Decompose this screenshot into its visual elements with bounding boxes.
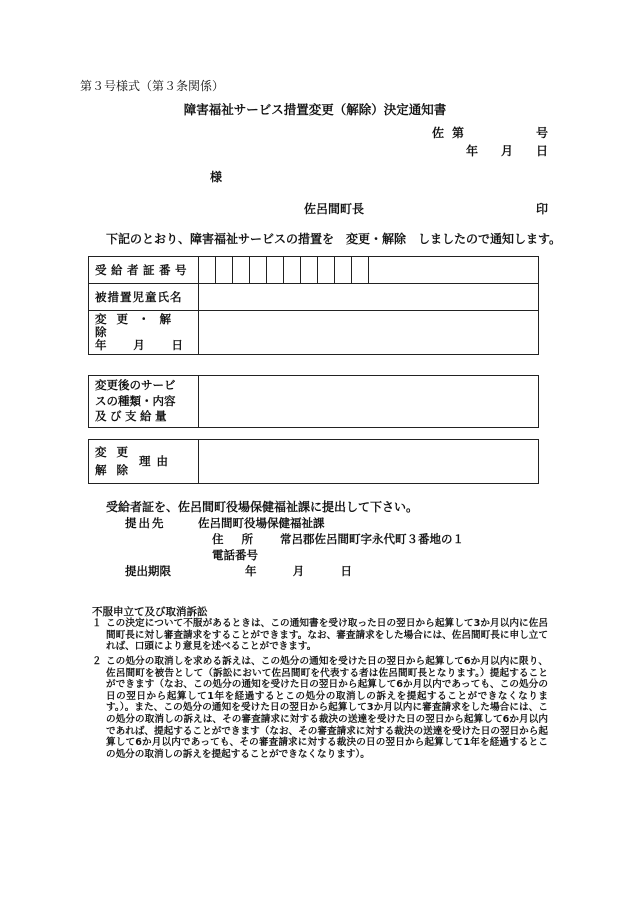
cert-digit-cell[interactable] (233, 257, 250, 283)
appeal-note-item (92, 618, 548, 653)
recipient-info-table (88, 256, 539, 355)
note-number: １ (92, 618, 102, 629)
cert-number-cells (199, 257, 539, 284)
cert-digit-cell[interactable] (199, 257, 216, 283)
change-date-label (89, 311, 199, 355)
deadline-day: 日 (340, 564, 352, 578)
deadline-year: 年 (245, 564, 257, 578)
note-number: ２ (92, 656, 102, 667)
cert-digit-cell[interactable] (284, 257, 301, 283)
appeal-notes-heading: 不服申立て及び取消訴訟 (92, 606, 208, 618)
address-value: 常呂郡佐呂間町字永代町３番地の１ (280, 532, 464, 546)
date-year: 年 (466, 144, 479, 158)
issuer-name: 佐呂間町長 (304, 202, 365, 216)
document-title: 障害福祉サービス措置変更（解除）決定通知書 (183, 102, 447, 117)
service-label-line: スの種類・内容 (95, 393, 176, 408)
cert-digit-cell[interactable] (335, 257, 352, 283)
cert-digit-cell[interactable] (318, 257, 335, 283)
change-date-day: 日 (171, 338, 183, 352)
address-label: 住所 (212, 532, 271, 546)
phone-label: 電話番号 (212, 548, 258, 562)
service-change-table (88, 375, 539, 428)
appeal-note-item (92, 656, 548, 760)
destination-label: 提出先 (125, 516, 166, 530)
reason-label-change: 変更 (95, 445, 138, 459)
service-content-field[interactable] (199, 376, 539, 428)
doc-number-go: 号 (535, 126, 548, 140)
change-date-label-line1: 変更・解除 (95, 312, 181, 339)
lead-text: 下記のとおり、障害福祉サービスの措置を 変更・解除 しましたので通知します。 (106, 232, 562, 246)
date-month: 月 (500, 144, 513, 158)
change-date-field[interactable] (199, 311, 539, 355)
cert-digit-cell[interactable] (216, 257, 233, 283)
form-number: 第３号様式（第３条関係） (80, 79, 225, 93)
change-date-month: 月 (133, 338, 145, 352)
note-text: この処分の取消しを求める訴えは、この処分の通知を受けた日の翌日から起算して6か月以内に限り、佐呂間町を被告として（訴訟において佐呂間町を代表する者は佐呂間町長となります。）提起することができます（なお、この処分の通知を受けた日の翌日から起算して6か月以内であっても、この処分の日の翌日から起算して1年を経過するとこの処分の取消しの訴えを提起することができなくなります。）。また、この処分の通知を受けた日の翌日から起算して3か月以内に審査請求をした場合には、この処分の取消しの訴えは、その審査請求に対する裁決の送達を受けた日の翌日から起算して6か月以内であれば、提起することができます（なお、その審査請求に対する裁決の送達を受けた日の翌日から起算して6か月以内であっても、その審査請求に対する裁決の日の翌日から起算して1年を経過するとこの処分の取消しの訴えを提起することができなくなります）。 (106, 656, 548, 760)
reason-label-cancel: 解除 (95, 463, 138, 477)
cert-digit-cell[interactable] (352, 257, 369, 283)
cert-digit-cell[interactable] (250, 257, 267, 283)
deadline-label: 提出期限 (125, 564, 171, 578)
child-name-label: 被措置児童氏名 (89, 284, 199, 311)
submission-instruction: 受給者証を、佐呂間町役場保健福祉課に提出して下さい。 (106, 500, 419, 514)
doc-number-prefix: 佐 (432, 126, 445, 140)
change-date-year: 年 (95, 338, 107, 352)
child-name-field[interactable] (199, 284, 539, 311)
cert-number-label: 受給者証番号 (89, 257, 199, 284)
reason-table (88, 439, 539, 484)
document-number-block (432, 124, 548, 159)
seal-mark: 印 (536, 202, 549, 216)
service-label-line: 及び支給量 (95, 409, 170, 423)
service-label-line: 変更後のサービ (95, 378, 176, 392)
deadline-date (245, 563, 352, 579)
note-text: この決定について不服があるときは、この通知書を受け取った日の翌日から起算して3か月以内に佐呂間町長に対し審査請求をすることができます。なお、審査請求をした場合には、佐呂間町長に申し立てれば、口頭により意見を述べることができます。 (106, 618, 548, 653)
reason-label-reason: 理由 (139, 454, 174, 468)
destination-value: 佐呂間町役場保健福祉課 (198, 516, 325, 530)
addressee-suffix: 様 (210, 170, 223, 184)
date-day: 日 (535, 144, 548, 158)
reason-label (89, 440, 199, 484)
cert-digit-cell[interactable] (267, 257, 284, 283)
service-content-label (89, 376, 199, 428)
reason-field[interactable] (199, 440, 539, 484)
cert-digit-cell[interactable] (301, 257, 318, 283)
doc-number-dai: 第 (452, 126, 465, 140)
deadline-month: 月 (292, 564, 305, 578)
